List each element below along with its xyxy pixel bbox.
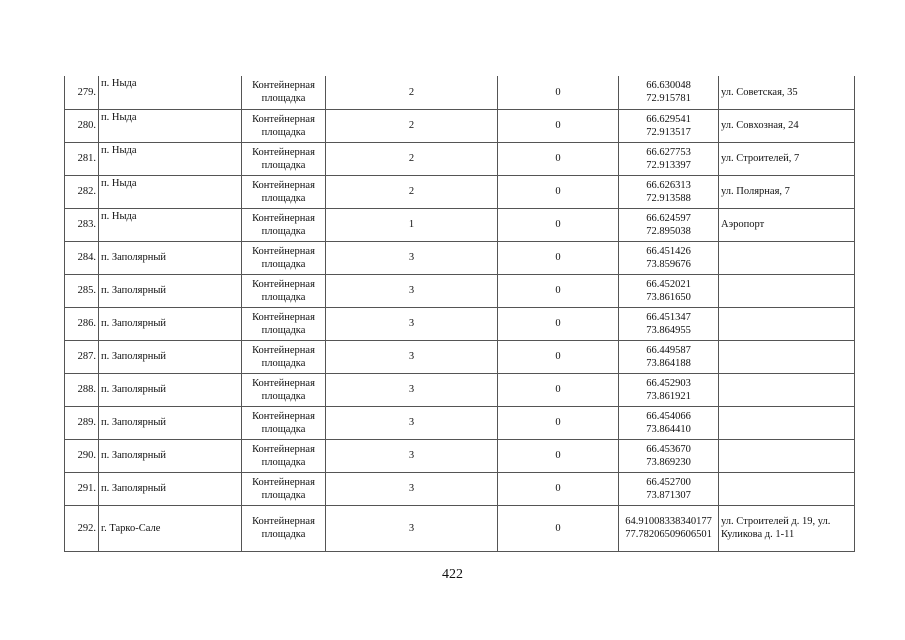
address-cell (719, 340, 855, 373)
value-cell: 0 (498, 373, 619, 406)
container-count-cell: 2 (326, 175, 498, 208)
coordinates-cell: 64.91008338340177 77.78206509606501 (619, 505, 719, 551)
container-count-cell: 3 (326, 373, 498, 406)
container-count-cell: 3 (326, 439, 498, 472)
site-type-cell: Контейнерная площадка (242, 406, 326, 439)
settlement-cell: п. Заполярный (99, 241, 242, 274)
coordinates-cell: 66.630048 72.915781 (619, 76, 719, 109)
table-row (65, 241, 855, 274)
table-row (65, 274, 855, 307)
table-row (65, 208, 855, 241)
settlement-cell: п. Заполярный (99, 307, 242, 340)
value-cell: 0 (498, 439, 619, 472)
container-count-cell: 3 (326, 274, 498, 307)
site-type-cell: Контейнерная площадка (242, 208, 326, 241)
container-count-cell: 3 (326, 406, 498, 439)
table-row (65, 109, 855, 142)
value-cell: 0 (498, 307, 619, 340)
row-number: 286. (65, 307, 99, 340)
settlement-cell: п. Заполярный (99, 274, 242, 307)
coordinates-cell: 66.454066 73.864410 (619, 406, 719, 439)
address-cell (719, 373, 855, 406)
container-count-cell: 3 (326, 307, 498, 340)
value-cell: 0 (498, 208, 619, 241)
container-count-cell: 3 (326, 340, 498, 373)
address-cell: ул. Советская, 35 (719, 76, 855, 109)
coordinates-cell: 66.627753 72.913397 (619, 142, 719, 175)
table-row (65, 76, 855, 109)
row-number: 282. (65, 175, 99, 208)
table-row (65, 175, 855, 208)
value-cell: 0 (498, 142, 619, 175)
coordinates-cell: 66.451347 73.864955 (619, 307, 719, 340)
site-type-cell: Контейнерная площадка (242, 76, 326, 109)
coordinates-cell: 66.626313 72.913588 (619, 175, 719, 208)
settlement-cell: п. Ныда (99, 175, 242, 208)
coordinates-cell: 66.449587 73.864188 (619, 340, 719, 373)
table-row (65, 307, 855, 340)
row-number: 281. (65, 142, 99, 175)
row-number: 291. (65, 472, 99, 505)
row-number: 280. (65, 109, 99, 142)
coordinates-cell: 66.451426 73.859676 (619, 241, 719, 274)
address-cell (719, 274, 855, 307)
container-count-cell: 2 (326, 109, 498, 142)
page-number: 422 (442, 567, 463, 582)
value-cell: 0 (498, 274, 619, 307)
container-count-cell: 1 (326, 208, 498, 241)
container-count-cell: 3 (326, 241, 498, 274)
row-number: 284. (65, 241, 99, 274)
site-type-cell: Контейнерная площадка (242, 274, 326, 307)
row-number: 292. (65, 505, 99, 551)
coordinates-cell: 66.452903 73.861921 (619, 373, 719, 406)
row-number: 279. (65, 76, 99, 109)
value-cell: 0 (498, 109, 619, 142)
settlement-cell: п. Заполярный (99, 373, 242, 406)
address-cell (719, 406, 855, 439)
settlement-cell: п. Ныда (99, 142, 242, 175)
row-number: 283. (65, 208, 99, 241)
settlement-cell: п. Заполярный (99, 406, 242, 439)
value-cell: 0 (498, 472, 619, 505)
row-number: 285. (65, 274, 99, 307)
address-cell (719, 241, 855, 274)
settlement-cell: п. Заполярный (99, 472, 242, 505)
address-cell (719, 307, 855, 340)
address-cell: Аэропорт (719, 208, 855, 241)
settlement-cell: п. Заполярный (99, 439, 242, 472)
site-type-cell: Контейнерная площадка (242, 175, 326, 208)
site-type-cell: Контейнерная площадка (242, 241, 326, 274)
coordinates-cell: 66.453670 73.869230 (619, 439, 719, 472)
site-type-cell: Контейнерная площадка (242, 505, 326, 551)
site-type-cell: Контейнерная площадка (242, 472, 326, 505)
container-count-cell: 2 (326, 142, 498, 175)
address-cell: ул. Совхозная, 24 (719, 109, 855, 142)
value-cell: 0 (498, 340, 619, 373)
container-count-cell: 3 (326, 472, 498, 505)
row-number: 289. (65, 406, 99, 439)
coordinates-cell: 66.629541 72.913517 (619, 109, 719, 142)
table-row (65, 439, 855, 472)
value-cell: 0 (498, 76, 619, 109)
address-cell: ул. Строителей, 7 (719, 142, 855, 175)
value-cell: 0 (498, 406, 619, 439)
address-cell (719, 472, 855, 505)
address-cell: ул. Полярная, 7 (719, 175, 855, 208)
site-type-cell: Контейнерная площадка (242, 340, 326, 373)
settlement-cell: п. Ныда (99, 76, 242, 109)
site-type-cell: Контейнерная площадка (242, 307, 326, 340)
value-cell: 0 (498, 241, 619, 274)
settlement-cell: г. Тарко-Сале (99, 505, 242, 551)
container-count-cell: 2 (326, 76, 498, 109)
row-number: 287. (65, 340, 99, 373)
table-row (65, 406, 855, 439)
table-row (65, 373, 855, 406)
table-row (65, 505, 855, 551)
address-cell: ул. Строителей д. 19, ул. Куликова д. 1-11 (719, 505, 855, 551)
settlement-cell: п. Заполярный (99, 340, 242, 373)
row-number: 290. (65, 439, 99, 472)
table-row (65, 340, 855, 373)
coordinates-cell: 66.452700 73.871307 (619, 472, 719, 505)
coordinates-cell: 66.624597 72.895038 (619, 208, 719, 241)
site-type-cell: Контейнерная площадка (242, 142, 326, 175)
container-sites-table (64, 76, 855, 552)
address-cell (719, 439, 855, 472)
site-type-cell: Контейнерная площадка (242, 439, 326, 472)
table-row (65, 142, 855, 175)
row-number: 288. (65, 373, 99, 406)
settlement-cell: п. Ныда (99, 109, 242, 142)
coordinates-cell: 66.452021 73.861650 (619, 274, 719, 307)
container-count-cell: 3 (326, 505, 498, 551)
table-row (65, 472, 855, 505)
site-type-cell: Контейнерная площадка (242, 109, 326, 142)
settlement-cell: п. Ныда (99, 208, 242, 241)
value-cell: 0 (498, 505, 619, 551)
site-type-cell: Контейнерная площадка (242, 373, 326, 406)
value-cell: 0 (498, 175, 619, 208)
